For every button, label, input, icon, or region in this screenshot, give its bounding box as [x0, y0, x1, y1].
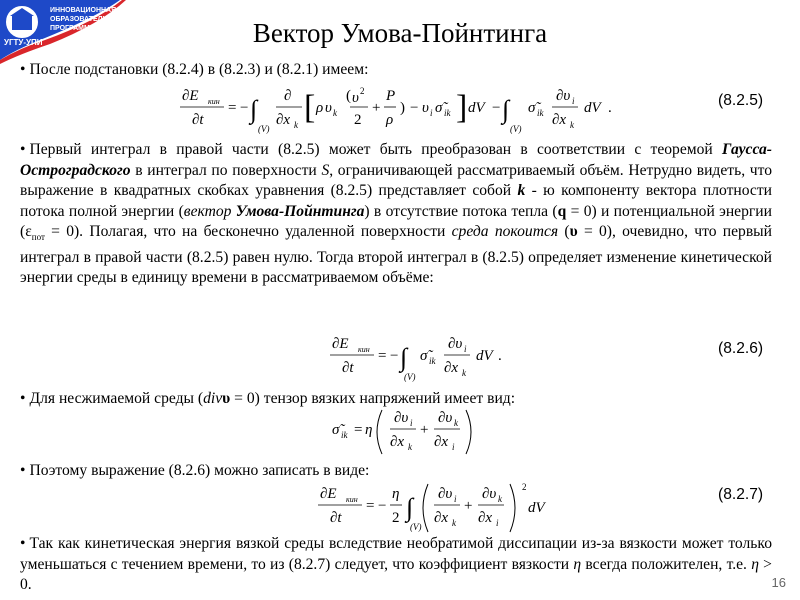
svg-text:i: i	[496, 518, 499, 528]
svg-text:∂x: ∂x	[552, 112, 567, 128]
svg-text:∂υ: ∂υ	[482, 486, 497, 502]
equation-viscous-stress-tensor	[330, 404, 490, 458]
svg-text:[: [	[304, 89, 316, 126]
svg-text:k: k	[452, 518, 456, 528]
svg-text:σ̃: σ̃	[435, 100, 443, 116]
svg-text:i: i	[430, 108, 433, 118]
page-title: Вектор Умова-Пойнтинга	[252, 18, 548, 48]
equation-8-2-6	[330, 330, 530, 384]
svg-text:ik: ik	[341, 430, 348, 440]
svg-text:∂υ: ∂υ	[556, 88, 571, 104]
svg-text:ik: ik	[537, 108, 544, 118]
svg-text:2: 2	[522, 482, 527, 492]
svg-text:∂t: ∂t	[342, 360, 354, 376]
svg-text:]: ]	[456, 89, 468, 126]
svg-text:υ: υ	[352, 90, 359, 106]
svg-text:ρ: ρ	[386, 112, 394, 128]
svg-text:dV: dV	[468, 100, 485, 116]
svg-text:k: k	[570, 120, 574, 130]
svg-text:+: +	[464, 498, 473, 514]
svg-text:P: P	[386, 88, 396, 104]
svg-text:∫: ∫	[250, 95, 258, 124]
svg-text:ρ: ρ	[316, 100, 324, 116]
svg-text:.: .	[608, 100, 612, 116]
svg-text:k: k	[454, 418, 458, 428]
svg-text:∫: ∫	[406, 493, 414, 522]
svg-text:∂x: ∂x	[390, 434, 405, 450]
svg-text:dV: dV	[476, 348, 493, 364]
svg-text:=: =	[354, 422, 363, 438]
svg-text:∂x: ∂x	[434, 510, 449, 526]
svg-text:k: k	[498, 494, 502, 504]
svg-text:dV: dV	[584, 100, 601, 116]
svg-text:∂x: ∂x	[276, 112, 291, 128]
equation-number-8-2-6: (8.2.6)	[718, 340, 764, 357]
svg-text:2: 2	[360, 86, 365, 96]
equation-8-2-7	[318, 478, 568, 538]
svg-text:2: 2	[392, 510, 400, 526]
svg-text:∂υ: ∂υ	[438, 410, 453, 426]
paragraph-3: • Для несжимаемой среды (divυ = 0) тензор вязких напряжений имеет вид:	[20, 389, 772, 410]
svg-text:кин: кин	[346, 495, 358, 504]
svg-text:i: i	[572, 96, 575, 106]
svg-text:(V): (V)	[410, 522, 422, 532]
svg-text:i: i	[464, 344, 467, 354]
svg-text:∂x: ∂x	[478, 510, 493, 526]
svg-text:=: =	[378, 348, 387, 364]
svg-text:k: k	[333, 108, 337, 118]
svg-text:−: −	[378, 498, 387, 514]
svg-text:(: (	[346, 88, 351, 104]
svg-text:кин: кин	[208, 97, 220, 106]
svg-text:σ̃: σ̃	[420, 348, 428, 364]
equation-number-8-2-5: (8.2.5)	[718, 92, 764, 109]
svg-text:k: k	[462, 368, 466, 378]
svg-text:i: i	[452, 442, 455, 452]
svg-text:): )	[400, 100, 405, 116]
svg-text:k: k	[294, 120, 298, 130]
logo-abbr: УГТУ-УПИ	[4, 38, 43, 47]
svg-text:ik: ik	[429, 356, 436, 366]
svg-text:∂υ: ∂υ	[448, 336, 463, 352]
svg-text:∂x: ∂x	[444, 360, 459, 376]
logo-caption: ИННОВАЦИОННАЯ ОБРАЗОВАТЕЛЬНАЯ ПРОГРАММА	[50, 7, 123, 32]
svg-text:σ̃: σ̃	[332, 422, 340, 438]
svg-text:+: +	[420, 422, 429, 438]
svg-text:i: i	[410, 418, 413, 428]
svg-text:υ: υ	[325, 100, 332, 116]
svg-text:∂t: ∂t	[330, 510, 342, 526]
svg-text:(V): (V)	[404, 372, 416, 382]
svg-text:η: η	[365, 422, 373, 438]
paragraph-1: • После подстановки (8.2.4) в (8.2.3) и (8.2.1) имеем:	[20, 60, 772, 81]
paragraph-4: • Поэтому выражение (8.2.6) можно записать в виде:	[20, 461, 772, 482]
svg-text:−: −	[410, 100, 419, 116]
equation-8-2-5	[180, 82, 640, 136]
svg-text:∂υ: ∂υ	[394, 410, 409, 426]
svg-text:−: −	[390, 348, 399, 364]
svg-text:∂E: ∂E	[182, 88, 199, 104]
svg-text:2: 2	[354, 112, 362, 128]
paragraph-2: • Первый интеграл в правой части (8.2.5) может быть преобразован в соответствии с теоремой Гаусса-Остроградского в интеграл по поверхности S, ограничивающей рассматриваемый объём. Нетрудно видеть, что выражение в квадратных скобках уравнения (8.2.5) представляет собой k - ю компоненту вектора плотности потока полной энергии (вектор Умова-Пойнтинга) в отсутствие потока тепла (q = 0) и потенциальной энергии $(\varepsilon_{пот} = 0)$. Полагая, что на бесконечно удаленной поверхности среда покоится (υ = 0), очевидно, что первый интеграл в правой части (8.2.5) равен нулю. Тогда второй интеграл в (8.2.5) определяет изменение кинетической энергии среды в единицу времени в рассматриваемом объёме:	[20, 140, 772, 289]
svg-text:k: k	[408, 442, 412, 452]
svg-text:∫: ∫	[400, 343, 408, 372]
svg-text:(V): (V)	[510, 124, 522, 134]
svg-text:∂υ: ∂υ	[438, 486, 453, 502]
svg-text:υ: υ	[422, 100, 429, 116]
svg-text:∂t: ∂t	[192, 112, 204, 128]
svg-text:∂: ∂	[284, 88, 292, 104]
svg-text:−: −	[240, 100, 249, 116]
svg-text:∂E: ∂E	[320, 486, 337, 502]
svg-text:кин: кин	[358, 345, 370, 354]
svg-text:∂E: ∂E	[332, 336, 349, 352]
equation-number-8-2-7: (8.2.7)	[718, 486, 764, 503]
svg-text:ik: ik	[444, 108, 451, 118]
svg-text:=: =	[366, 498, 375, 514]
svg-text:∫: ∫	[502, 95, 510, 124]
svg-text:dV: dV	[528, 500, 545, 516]
svg-text:=: =	[228, 100, 237, 116]
svg-text:i: i	[454, 494, 457, 504]
svg-text:+: +	[372, 100, 381, 116]
svg-text:.: .	[498, 348, 502, 364]
svg-text:∂x: ∂x	[434, 434, 449, 450]
page-number: 16	[771, 575, 786, 590]
svg-text:η: η	[392, 486, 400, 502]
svg-text:σ̃: σ̃	[528, 100, 536, 116]
svg-text:−: −	[492, 100, 501, 116]
svg-text:(V): (V)	[258, 124, 270, 134]
paragraph-5: • Так как кинетическая энергия вязкой среды вследствие необратимой диссипации из-за вязкости может только уменьшаться с течением времени, то из (8.2.7) следует, что коэффициент вязкости η всегда положителен, т.е. η > 0.	[20, 534, 772, 596]
